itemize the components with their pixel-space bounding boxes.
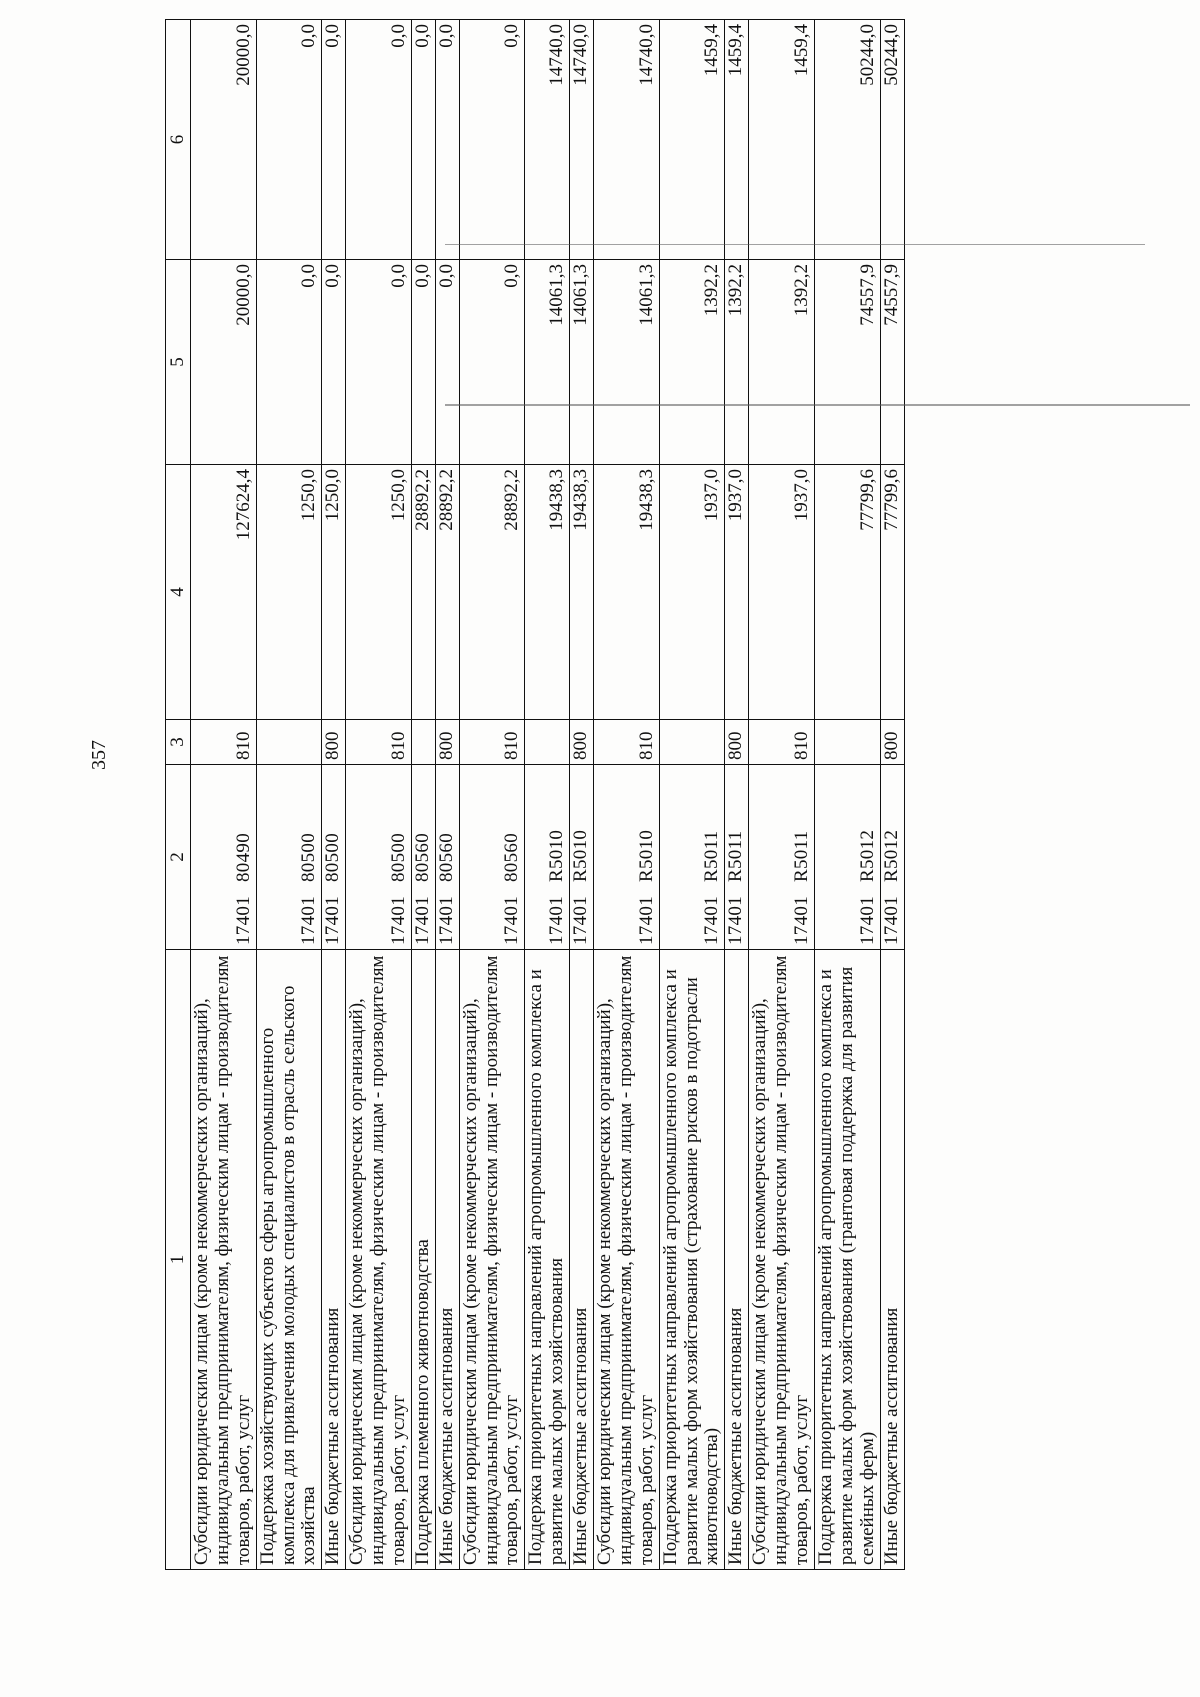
row-name: Субсидии юридическим лицам (кроме некоммерческих организаций), индивидуальным предпринимателям, физическим лицам - производителям товаров, работ, услуг [346,950,412,1570]
table-row [659,20,725,1570]
row-value-col4: 28892,2 [459,465,525,720]
row-name: Иные бюджетные ассигнования [725,950,749,1570]
code-part-direction: R5012 [880,829,902,882]
code-part-program: 17401 [856,896,878,945]
row-expense-type: 810 [346,720,412,765]
code-part-program: 17401 [232,896,254,945]
row-value-col6: 0,0 [435,20,459,260]
code-part-program: 17401 [701,896,723,945]
row-code [725,765,749,950]
row-value-col5: 74557,9 [880,260,904,465]
column-header: 1 [166,950,191,1570]
row-value-col6: 50244,0 [814,20,880,260]
table-row [570,20,594,1570]
row-value-col4: 28892,2 [435,465,459,720]
row-value-col5: 0,0 [346,260,412,465]
row-value-col5: 14061,3 [570,260,594,465]
row-code [659,765,725,950]
row-value-col4: 1250,0 [256,465,322,720]
table-row [749,20,815,1570]
row-value-col4: 1937,0 [725,465,749,720]
row-code [346,765,412,950]
code-part-direction: R5010 [570,829,592,882]
rotated-page [165,20,905,1570]
row-code [191,765,257,950]
row-expense-type: 800 [880,720,904,765]
row-name: Поддержка приоритетных направлений агропромышленного комплекса и развитие малых форм хозяйствования (грантовая поддержка для развития семейных ферм) [814,950,880,1570]
row-value-col6: 14740,0 [570,20,594,260]
row-value-col5: 14061,3 [525,260,570,465]
row-code [435,765,459,950]
row-code [749,765,815,950]
row-expense-type [411,720,435,765]
row-value-col5: 1392,2 [659,260,725,465]
code-part-program: 17401 [635,896,657,945]
row-value-col5: 1392,2 [725,260,749,465]
code-part-direction: 80500 [388,833,410,882]
row-name: Иные бюджетные ассигнования [435,950,459,1570]
row-value-col6: 1459,4 [749,20,815,260]
code-part-direction: 80490 [232,833,254,882]
row-value-col6: 50244,0 [880,20,904,260]
row-value-col5: 14061,3 [594,260,660,465]
row-value-col5: 0,0 [411,260,435,465]
row-value-col5: 0,0 [459,260,525,465]
scan-artifact-line [445,404,1190,406]
code-part-direction: 80560 [435,833,457,882]
column-header: 6 [166,20,191,260]
row-value-col6: 20000,0 [191,20,257,260]
row-value-col6: 14740,0 [525,20,570,260]
code-part-direction: 80500 [298,833,320,882]
code-part-direction: 80560 [501,833,523,882]
row-expense-type: 800 [570,720,594,765]
row-expense-type: 800 [322,720,346,765]
row-value-col6: 0,0 [411,20,435,260]
code-part-program: 17401 [570,896,592,945]
row-code [411,765,435,950]
row-expense-type [256,720,322,765]
budget-table [165,19,905,1570]
row-expense-type: 810 [594,720,660,765]
row-expense-type: 800 [725,720,749,765]
row-value-col5: 0,0 [435,260,459,465]
row-name: Иные бюджетные ассигнования [570,950,594,1570]
row-code [594,765,660,950]
row-name: Субсидии юридическим лицам (кроме некоммерческих организаций), индивидуальным предпринимателям, физическим лицам - производителям товаров, работ, услуг [191,950,257,1570]
row-value-col4: 19438,3 [594,465,660,720]
table-row [191,20,257,1570]
row-code [322,765,346,950]
row-expense-type [814,720,880,765]
row-value-col6: 1459,4 [659,20,725,260]
row-expense-type: 800 [435,720,459,765]
row-name: Субсидии юридическим лицам (кроме некоммерческих организаций), индивидуальным предпринимателям, физическим лицам - производителям товаров, работ, услуг [459,950,525,1570]
code-part-program: 17401 [880,896,902,945]
row-value-col5: 0,0 [322,260,346,465]
row-value-col6: 0,0 [459,20,525,260]
row-expense-type: 810 [459,720,525,765]
code-part-program: 17401 [435,896,457,945]
code-part-program: 17401 [791,896,813,945]
row-name: Поддержка хозяйствующих субъектов сферы агропромышленного комплекса для привлечения молодых специалистов в отрасль сельского хозяйства [256,950,322,1570]
row-name: Поддержка приоритетных направлений агропромышленного комплекса и развитие малых форм хозяйствования [525,950,570,1570]
header-row [166,20,191,1570]
table-row [346,20,412,1570]
code-part-direction: 80560 [411,833,433,882]
row-code [459,765,525,950]
row-value-col5: 1392,2 [749,260,815,465]
code-part-direction: R5011 [791,830,813,882]
row-value-col6: 1459,4 [725,20,749,260]
row-name: Иные бюджетные ассигнования [322,950,346,1570]
page-number: 357 [88,740,110,770]
column-header: 5 [166,260,191,465]
scan-artifact-line [445,244,1145,245]
table-row [814,20,880,1570]
code-part-program: 17401 [411,896,433,945]
table-row [411,20,435,1570]
row-value-col5: 0,0 [256,260,322,465]
row-value-col6: 0,0 [256,20,322,260]
column-header: 4 [166,465,191,720]
row-name: Поддержка племенного животноводства [411,950,435,1570]
row-name: Субсидии юридическим лицам (кроме некоммерческих организаций), индивидуальным предпринимателям, физическим лицам - производителям товаров, работ, услуг [594,950,660,1570]
row-value-col4: 19438,3 [525,465,570,720]
row-expense-type: 810 [191,720,257,765]
row-code [525,765,570,950]
column-header: 2 [166,765,191,950]
table-row [322,20,346,1570]
row-code [256,765,322,950]
code-part-program: 17401 [388,896,410,945]
column-header: 3 [166,720,191,765]
row-value-col4: 127624,4 [191,465,257,720]
row-value-col4: 1937,0 [659,465,725,720]
row-value-col4: 28892,2 [411,465,435,720]
code-part-direction: R5011 [725,830,747,882]
row-expense-type [525,720,570,765]
code-part-program: 17401 [298,896,320,945]
row-name: Иные бюджетные ассигнования [880,950,904,1570]
code-part-program: 17401 [725,896,747,945]
row-value-col4: 77799,6 [880,465,904,720]
row-expense-type: 810 [749,720,815,765]
row-value-col6: 0,0 [322,20,346,260]
code-part-direction: R5010 [635,829,657,882]
row-code [570,765,594,950]
code-part-program: 17401 [546,896,568,945]
code-part-direction: R5011 [701,830,723,882]
code-part-direction: R5010 [546,829,568,882]
row-value-col4: 1937,0 [749,465,815,720]
row-expense-type [659,720,725,765]
row-value-col4: 1250,0 [322,465,346,720]
table-row [725,20,749,1570]
row-code [814,765,880,950]
table-row [256,20,322,1570]
row-value-col5: 20000,0 [191,260,257,465]
table-row [525,20,570,1570]
code-part-direction: 80500 [322,833,344,882]
code-part-program: 17401 [322,896,344,945]
row-value-col4: 19438,3 [570,465,594,720]
table-row [880,20,904,1570]
row-code [880,765,904,950]
table-row [594,20,660,1570]
code-part-direction: R5012 [856,829,878,882]
code-part-program: 17401 [501,896,523,945]
row-value-col6: 0,0 [346,20,412,260]
row-name: Субсидии юридическим лицам (кроме некоммерческих организаций), индивидуальным предпринимателям, физическим лицам - производителям товаров, работ, услуг [749,950,815,1570]
row-value-col4: 77799,6 [814,465,880,720]
row-value-col5: 74557,9 [814,260,880,465]
table-row [435,20,459,1570]
row-name: Поддержка приоритетных направлений агропромышленного комплекса и развитие малых форм хозяйствования (страхование рисков в подотрасли животноводства) [659,950,725,1570]
row-value-col4: 1250,0 [346,465,412,720]
table-row [459,20,525,1570]
row-value-col6: 14740,0 [594,20,660,260]
